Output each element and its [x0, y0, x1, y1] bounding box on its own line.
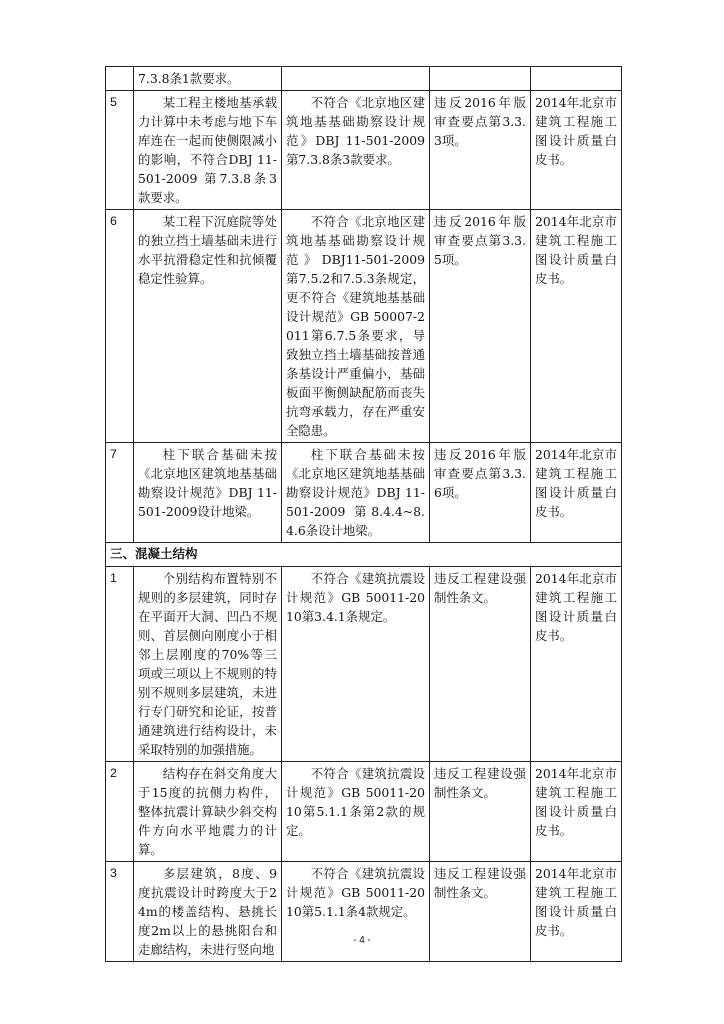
table-row [106, 91, 622, 210]
issue-description: 多层建筑，8度、9度抗震设计时跨度大于24m的楼盖结构、悬挑长度2m以上的悬挑阳台和走廊结构，未进行竖向地 [134, 862, 282, 962]
row-number: 2 [106, 762, 134, 862]
table-row [106, 567, 622, 762]
issue-description: 柱下联合基础未按《北京地区建筑地基基础勘察设计规范》DBJ 11-501-2009设计地梁。 [134, 443, 282, 543]
section-header-row [106, 543, 622, 567]
section-title: 三、混凝土结构 [106, 543, 622, 567]
issue-description: 结构存在斜交角度大于15度的抗侧力构件，整体抗震计算缺少斜交构件方向水平地震力的计算。 [134, 762, 282, 862]
issue-source: 2014年北京市建筑工程施工图设计质量白皮书。 [531, 862, 622, 962]
table-row [106, 862, 622, 962]
table-body-top [106, 67, 622, 543]
issue-source: 2014年北京市建筑工程施工图设计质量白皮书。 [531, 91, 622, 210]
review-point: 违反工程建设强制性条文。 [430, 862, 531, 962]
review-point: 违反工程建设强制性条文。 [430, 567, 531, 762]
issue-source: 2014年北京市建筑工程施工图设计质量白皮书。 [531, 443, 622, 543]
row-number: 5 [106, 91, 134, 210]
table-row [106, 443, 622, 543]
review-point: 违反2016年版审查要点第3.3.3项。 [430, 91, 531, 210]
review-point: 违反2016年版审查要点第3.3.5项。 [430, 210, 531, 443]
review-point [430, 67, 531, 91]
issue-source: 2014年北京市建筑工程施工图设计质量白皮书。 [531, 567, 622, 762]
issue-source: 2014年北京市建筑工程施工图设计质量白皮书。 [531, 762, 622, 862]
violated-standard: 不符合《建筑抗震设计规范》GB 50011-2010第5.1.1条第2款的规定。 [282, 762, 430, 862]
violated-standard [282, 67, 430, 91]
review-point: 违反2016年版审查要点第3.3.6项。 [430, 443, 531, 543]
row-number: 3 [106, 862, 134, 962]
table-row [106, 762, 622, 862]
violated-standard: 柱下联合基础未按《北京地区建筑地基基础勘察设计规范》DBJ 11-501-2009 第8.4.4~8.4.6条设计地梁。 [282, 443, 430, 543]
page-number: - 4 - [353, 935, 371, 946]
issue-description: 某工程下沉庭院等处的独立挡土墙基础未进行水平抗滑稳定性和抗倾覆稳定性验算。 [134, 210, 282, 443]
violated-standard: 不符合《建筑抗震设计规范》GB 50011-2010第5.1.1条4款规定。 [282, 862, 430, 962]
violated-standard: 不符合《北京地区建筑地基基础勘察设计规范》DBJ 11-501-2009第7.3.8条3款要求。 [282, 91, 430, 210]
table-row [106, 67, 622, 91]
issue-description: 7.3.8条1款要求。 [134, 67, 282, 91]
issue-source: 2014年北京市建筑工程施工图设计质量白皮书。 [531, 210, 622, 443]
row-number: 1 [106, 567, 134, 762]
review-issues-table [105, 66, 622, 962]
violated-standard: 不符合《北京地区建筑地基基础勘察设计规范》DBJ11-501-2009第7.5.2和7.5.3条规定，更不符合《建筑地基基础设计规范》GB 50007-2011第6.7.5条要求，导致独立挡土墙基础按普通条基设计严重偏小，基础板面平衡侧缺配筋而丧失抗弯承载力，存在严重安全隐患。 [282, 210, 430, 443]
table-body-section [106, 543, 622, 567]
review-point: 违反工程建设强制性条文。 [430, 762, 531, 862]
row-number: 7 [106, 443, 134, 543]
table-body-bottom [106, 567, 622, 962]
row-number: 6 [106, 210, 134, 443]
issue-source [531, 67, 622, 91]
issue-description: 某工程主楼地基承载力计算中未考虑与地下车库连在一起而使侧限减小的影响，不符合DBJ 11-501-2009 第7.3.8条3款要求。 [134, 91, 282, 210]
issue-description: 个别结构布置特别不规则的多层建筑，同时存在平面开大洞、凹凸不规则、首层侧向刚度小于相邻上层刚度的70%等三项或三项以上不规则的特别不规则多层建筑，未进行专门研究和论证，按普通建筑进行结构设计，未采取特别的加强措施。 [134, 567, 282, 762]
row-number [106, 67, 134, 91]
table-row [106, 210, 622, 443]
violated-standard: 不符合《建筑抗震设计规范》GB 50011-2010第3.4.1条规定。 [282, 567, 430, 762]
